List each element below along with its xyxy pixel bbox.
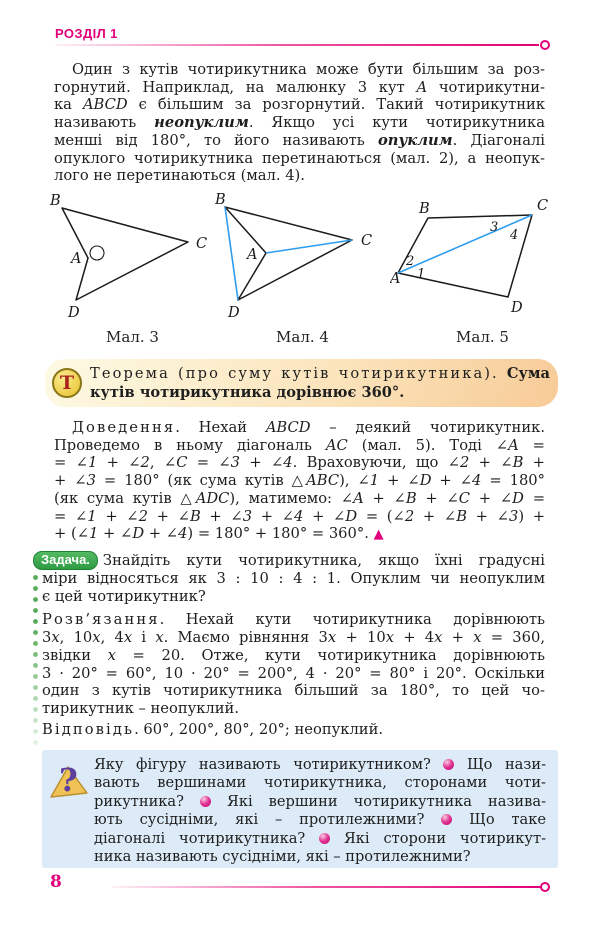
text-segment: + 4 (393, 629, 435, 647)
math-variable: D (345, 507, 358, 525)
vertex-label: D (228, 305, 240, 321)
math-variable: D (419, 472, 432, 490)
text-line (54, 437, 545, 455)
text-segment: Які сторони чотирикут- (330, 829, 546, 847)
theorem-box (45, 359, 558, 407)
question-glyph: ? (59, 761, 78, 799)
figure-5 (390, 193, 575, 346)
math-variable: 3 (242, 507, 253, 525)
text-line (54, 454, 545, 472)
text-segment: = 180° (481, 472, 545, 490)
text-segment: – деякий чотирикутник. (310, 419, 545, 436)
math-variable: x (155, 629, 164, 647)
text-segment: + ∠ (97, 454, 141, 472)
text-line (94, 774, 546, 792)
text-segment: Що нази- (454, 756, 547, 773)
text-line (42, 588, 545, 606)
vertex-label: A (247, 247, 258, 263)
math-variable: x (107, 646, 116, 664)
figure-4 (215, 193, 390, 346)
math-variable: ABCD (265, 419, 311, 436)
text-line (94, 830, 546, 848)
math-variable: 4 (294, 507, 304, 525)
text-line (42, 721, 545, 739)
text-segment: + ∠ (431, 472, 473, 490)
reflex-angle-mark-icon (90, 246, 104, 260)
math-variable: ABCD (82, 96, 128, 114)
chapter-title: РОЗДІЛ 1 (55, 26, 118, 41)
figure-3 (45, 193, 220, 346)
text-segment: Що таке (452, 811, 547, 829)
vertex-label: D (68, 305, 80, 321)
text-segment: + ∠ (200, 507, 243, 525)
text-line (42, 647, 545, 665)
question-mark-icon (49, 755, 89, 799)
text-segment: = (∠ (357, 507, 405, 525)
text-segment: . Нехай кути чотирикутника дорівнюють (159, 611, 545, 629)
math-variable: A (508, 436, 519, 454)
bold-text: кутів чотирикутника дорівнює 360°. (90, 384, 405, 401)
intro-paragraph (54, 61, 545, 185)
math-variable: 2 (138, 507, 148, 525)
text-segment: + ∠ (470, 489, 513, 507)
text-segment: , 10 (59, 629, 93, 647)
text-segment: . Маємо рівняння 3 (163, 629, 328, 647)
diagonal-BD-line (225, 207, 238, 300)
figure-caption: Мал. 3 (106, 328, 159, 346)
text-segment: ) = 180° + 180° = 360°. (187, 525, 374, 543)
vertex-label: D (511, 300, 523, 316)
text-line (94, 793, 546, 811)
text-segment: лого не перетинаються (мал. 4). (54, 167, 305, 185)
text-segment: називають (54, 114, 155, 132)
page-number: 8 (50, 872, 62, 892)
theorem-icon (52, 368, 82, 398)
text-segment: (мал. 5). Тоді ∠ (347, 436, 509, 454)
math-variable: 4 (283, 454, 293, 472)
math-variable: ABC (306, 472, 340, 490)
text-segment: ), матимемо: ∠ (229, 489, 354, 507)
math-variable: x (385, 629, 394, 647)
math-variable: A (416, 78, 428, 96)
text-line (42, 682, 545, 700)
text-segment: ника називають сусідніми, які – протилежними? (94, 848, 471, 866)
text-line (54, 79, 545, 97)
task-badge: Задача. (33, 551, 98, 570)
math-variable: 1 (87, 507, 97, 525)
text-segment: горнутий. Наприклад, на малюнку 3 кут (54, 78, 417, 96)
math-variable: B (405, 489, 417, 507)
text-segment: чотирикутни- (427, 78, 545, 96)
text-segment: + ∠ (54, 472, 87, 490)
text-line (42, 570, 545, 588)
text-segment: + ∠ (416, 489, 459, 507)
footer-rule-endpoint-icon (540, 882, 550, 892)
text-segment: + 10 (336, 629, 386, 647)
text-line (42, 551, 545, 570)
text-segment: + ∠ (144, 525, 179, 543)
header-rule (55, 44, 539, 46)
task-dotted-rule (32, 574, 39, 745)
text-segment: . Діагоналі (452, 131, 545, 149)
angle-label: 4 (510, 228, 519, 243)
text-segment: + ∠ (240, 454, 284, 472)
text-segment: звідки (42, 646, 108, 664)
figure-5-drawing (390, 193, 575, 325)
text-line (54, 508, 545, 526)
figure-3-drawing (45, 193, 220, 325)
answer-line (42, 721, 545, 739)
vertex-label: C (196, 236, 208, 252)
math-variable: x (51, 629, 60, 647)
math-variable: B (512, 454, 524, 472)
math-variable: 2 (140, 454, 150, 472)
spaced-heading: Розв’язання (42, 611, 160, 629)
angle-label: 1 (417, 267, 426, 282)
math-variable: AC (325, 436, 348, 454)
math-variable: x (327, 629, 337, 647)
text-segment: + ∠ (147, 507, 190, 525)
math-variable: x (92, 629, 101, 647)
vertex-label: B (215, 193, 226, 208)
text-line (54, 472, 545, 490)
text-segment: , ∠ (149, 454, 177, 472)
math-variable: C (458, 489, 471, 507)
text-segment: + ∠ (303, 507, 346, 525)
task-section (42, 551, 545, 738)
text-segment: = 20. Отже, кути чотирикутника дорівнюють (115, 646, 545, 664)
text-segment: + (523, 454, 545, 472)
math-variable: 1 (87, 454, 98, 472)
math-variable: 1 (369, 472, 380, 490)
footer-rule (112, 886, 542, 888)
text-segment: + ∠ (363, 489, 406, 507)
vertex-label: C (537, 198, 549, 214)
vertex-label: B (50, 193, 61, 209)
text-line (54, 150, 545, 168)
text-segment: + ∠ (414, 507, 457, 525)
spaced-heading: Відповідь (42, 720, 135, 738)
text-segment: + ∠ (379, 472, 420, 490)
math-variable: x (434, 629, 443, 647)
text-line (54, 490, 545, 508)
term-emphasis: неопуклим (154, 114, 249, 132)
spaced-heading: Теорема (про суму кутів чотирикутника). (90, 365, 507, 382)
text-segment: Які вершини чотирикутника назива- (211, 792, 546, 810)
term-emphasis: опуклим (378, 131, 453, 149)
text-segment: ), ∠ (339, 472, 370, 490)
math-variable: 4 (178, 525, 188, 543)
text-line (42, 629, 545, 647)
text-line (54, 132, 545, 150)
text-segment: = ∠ (187, 454, 231, 472)
text-segment: = 360, (481, 629, 546, 647)
vertex-label: C (361, 233, 373, 249)
math-variable: 3 (230, 454, 241, 472)
text-line (94, 848, 546, 866)
text-line (54, 96, 545, 114)
text-segment: (як сума кутів △ (54, 489, 196, 507)
text-line (42, 700, 545, 718)
math-variable: x (123, 629, 133, 647)
question-bullet-icon (200, 796, 211, 807)
text-segment: , 4 (100, 629, 124, 647)
text-segment: вають вершинами чотирикутника, сторонами чоти- (94, 774, 546, 792)
text-segment: + (∠ (54, 525, 90, 543)
text-segment: = ∠ (54, 454, 88, 472)
text-segment: . Враховуючи, що ∠ (292, 454, 460, 472)
text-segment: є більшим за розгорнутий. Такий чотирикутник (127, 96, 545, 114)
diagonal-AC-line (398, 215, 532, 273)
text-segment: . 60°, 200°, 80°, 20°; неопуклий. (134, 720, 384, 738)
text-line (90, 364, 550, 383)
text-line (54, 167, 545, 185)
bold-text: Сума (506, 365, 550, 382)
text-segment: діагоналі чотирикутника? (94, 829, 320, 847)
text-segment: . Якщо усі кути чотирикутника (248, 114, 545, 132)
theorem-icon-letter: Т (59, 371, 75, 394)
text-segment: = 180° (як сума кутів △ (95, 472, 307, 490)
text-segment: і (132, 629, 156, 647)
text-segment: є цей чотирикутник? (42, 587, 206, 605)
text-line (94, 756, 546, 774)
questions-text (94, 756, 546, 866)
text-segment: Знайдіть кути чотирикутника, якщо їхні градусні (102, 552, 545, 569)
text-segment: рикутника? (94, 792, 200, 810)
text-segment: опуклого чотирикутника перетинаються (мал. 2), а неопук- (54, 149, 545, 167)
math-variable: 2 (404, 507, 415, 525)
math-variable: 4 (472, 472, 482, 490)
text-segment: тирикутник – неопуклий. (42, 699, 240, 717)
text-segment: = (518, 436, 545, 454)
text-segment: = (523, 489, 546, 507)
math-variable: 2 (459, 454, 470, 472)
text-segment: = ∠ (54, 507, 88, 525)
question-bullet-icon (443, 759, 454, 770)
text-segment: + (442, 629, 474, 647)
math-variable: C (176, 454, 188, 472)
math-variable: x (473, 629, 482, 647)
math-variable: B (456, 507, 467, 525)
math-variable: 1 (89, 525, 99, 543)
angle-label: 3 (490, 220, 499, 235)
header-rule-endpoint-icon (540, 40, 550, 50)
angle-label: 2 (406, 254, 415, 269)
nonconvex-quadrilateral-outline (225, 207, 352, 300)
text-segment: 3 · 20° = 60°, 10 · 20° = 200°, 4 · 20° = 80° і 20°. Оскільки (42, 664, 545, 682)
questions-box (42, 750, 558, 868)
solution-paragraph (42, 611, 545, 717)
text-segment: Один з кутів чотирикутника може бути більшим за роз- (72, 61, 545, 78)
figure-caption: Мал. 4 (276, 328, 329, 346)
text-segment: + ∠ (98, 525, 133, 543)
math-variable: D (132, 525, 145, 543)
text-line (42, 611, 545, 629)
math-variable: 3 (86, 472, 96, 490)
text-segment: + ∠ (469, 454, 513, 472)
text-segment: міри відносяться як 3 : 10 : 4 : 1. Опуклим чи неопуклим (42, 570, 545, 587)
vertex-label: A (390, 271, 401, 287)
text-line (54, 419, 545, 437)
proof-end-marker-icon: ▲ (373, 527, 384, 543)
task-statement (42, 551, 545, 605)
text-segment: ) + (518, 507, 546, 525)
text-segment: ють сусідніми, які – протилежними? (94, 811, 442, 829)
question-bullet-icon (319, 833, 330, 844)
question-bullet-icon (441, 814, 452, 825)
text-segment: . Нехай (175, 419, 266, 436)
text-segment: + ∠ (96, 507, 139, 525)
math-variable: ADC (195, 489, 230, 507)
text-segment: Яку фігуру називають чотирикутником? (94, 756, 444, 773)
figure-caption: Мал. 5 (456, 328, 509, 346)
figure-4-drawing (215, 193, 390, 325)
vertex-label: A (71, 251, 82, 267)
vertex-label: B (419, 201, 430, 217)
spaced-heading: Доведення (72, 419, 176, 436)
text-segment: ка (54, 96, 83, 114)
text-line (54, 525, 545, 544)
text-segment: + ∠ (466, 507, 509, 525)
math-variable: 3 (508, 507, 519, 525)
text-segment: менші від 180°, то його називають (54, 131, 379, 149)
math-variable: B (189, 507, 201, 525)
text-segment: 3 (42, 629, 52, 647)
math-variable: D (512, 489, 524, 507)
proof-paragraph (54, 419, 545, 544)
text-line (54, 61, 545, 79)
math-variable: A (353, 489, 364, 507)
text-line (54, 114, 545, 132)
text-segment: один з кутів чотирикутника більший за 180°, то цей чо- (42, 682, 545, 700)
text-segment: Проведемо в ньому діагональ (54, 436, 326, 454)
text-line (90, 383, 550, 402)
figures-row (0, 193, 600, 353)
theorem-statement (90, 364, 550, 402)
text-line (42, 665, 545, 683)
text-line (94, 811, 546, 829)
text-segment: + ∠ (252, 507, 295, 525)
